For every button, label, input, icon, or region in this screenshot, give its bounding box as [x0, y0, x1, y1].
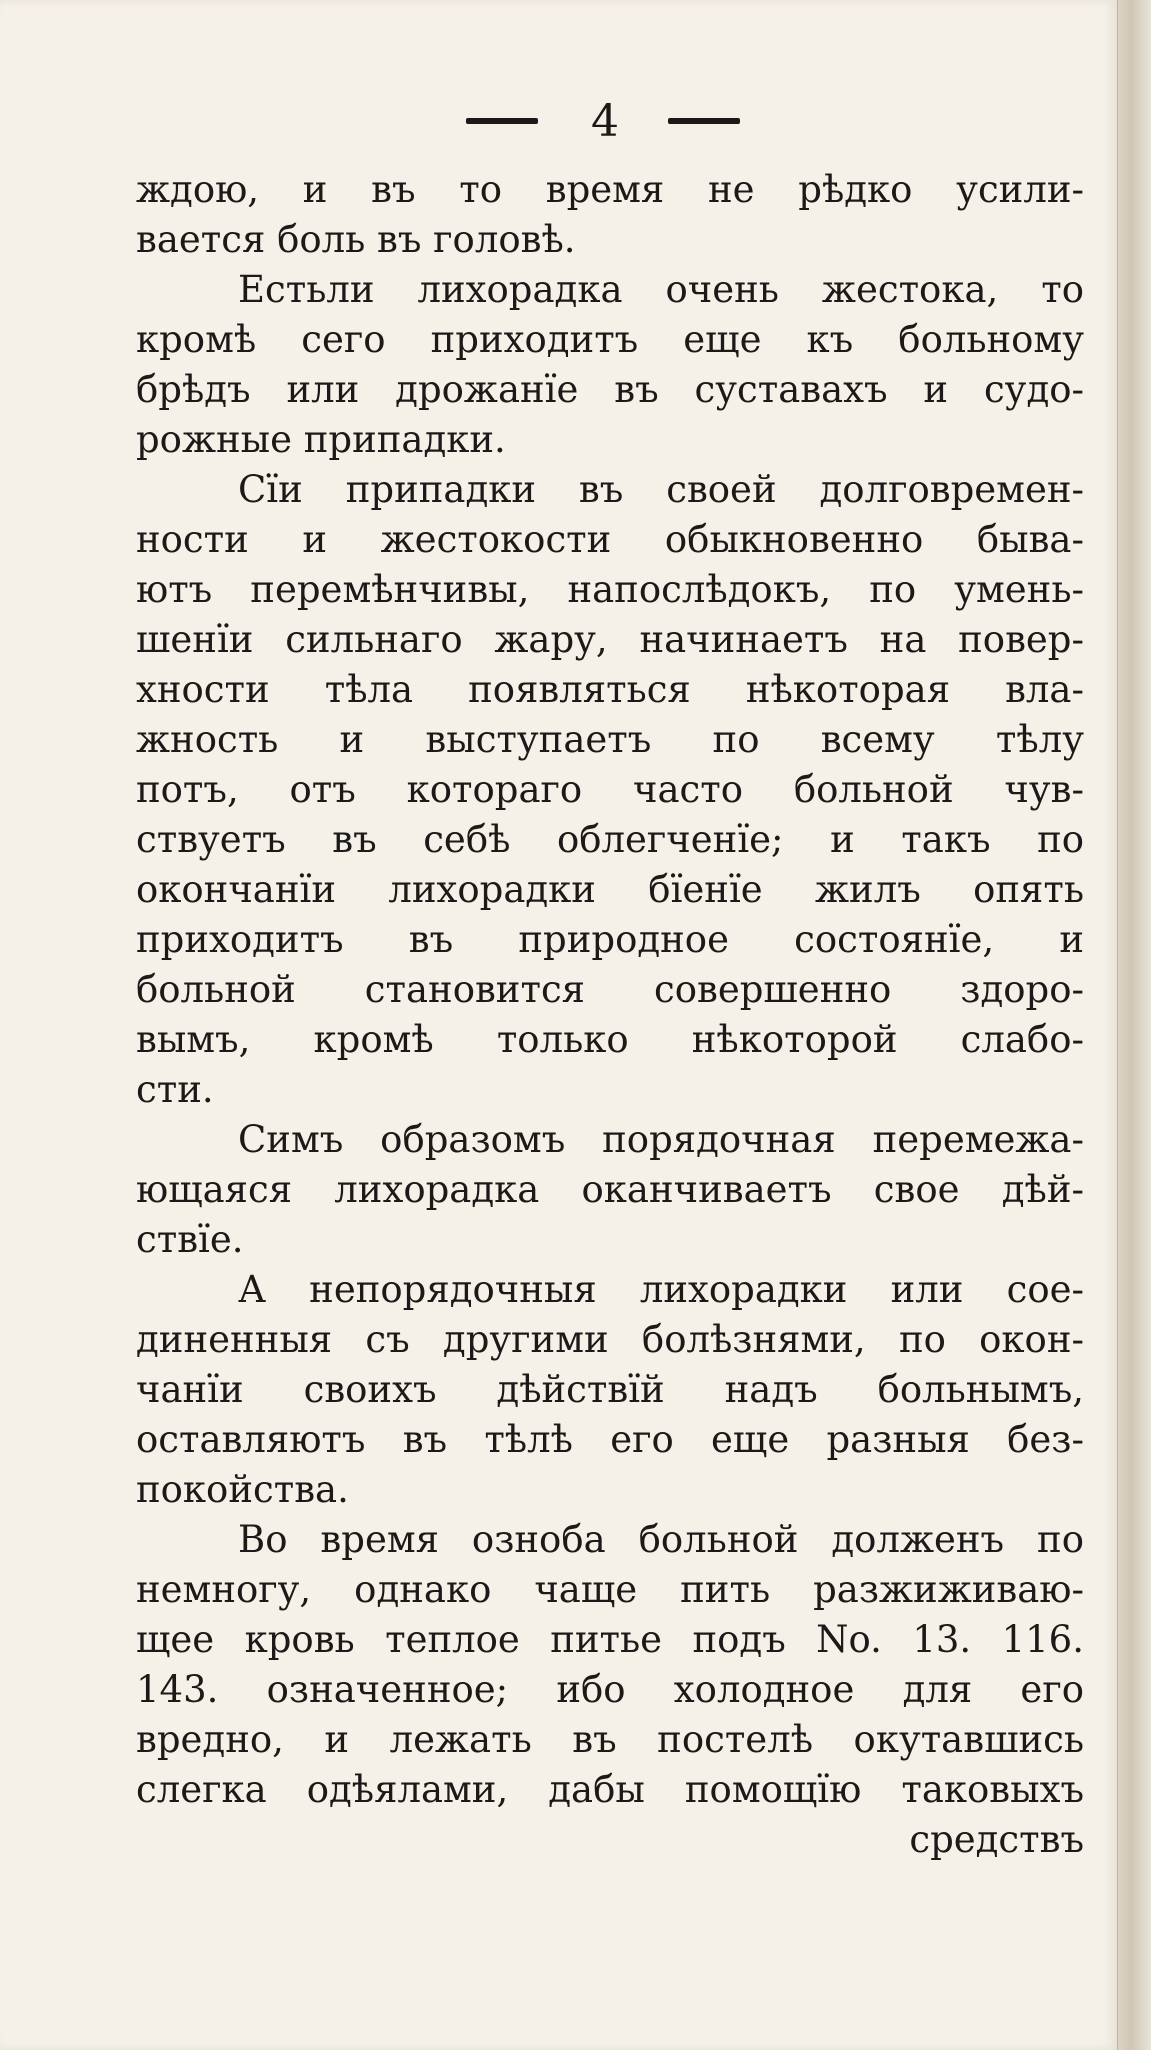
text-line: немногу, однако чаще пить разжиживаю- — [136, 1568, 1084, 1611]
text-line: чанїи своихъ дѣйствїй надъ больнымъ, — [136, 1368, 1084, 1411]
paragraph-first-line: Естьли лихорадка очень жестока, то — [238, 268, 1084, 311]
text-line: приходитъ въ природное состоянїе, и — [136, 918, 1084, 961]
text-line: щее кровь теплое питье подъ No. 13. 116. — [136, 1618, 1084, 1661]
catchword: средствъ — [909, 1818, 1084, 1861]
text-line: слегка одѣялами, дабы помощїю таковыхъ — [136, 1768, 1084, 1811]
paragraph-first-line: А непорядочныя лихорадки или сое- — [238, 1268, 1084, 1311]
text-line: покойства. — [136, 1468, 349, 1511]
header-rule-right — [668, 118, 740, 124]
text-line: сти. — [136, 1068, 214, 1111]
text-line: диненныя съ другими болѣзнями, по окон- — [136, 1318, 1084, 1361]
text-line: ствуетъ въ себѣ облегченїе; и такъ по — [136, 818, 1084, 861]
text-line: больной становится совершенно здоро- — [136, 968, 1084, 1011]
text-line: окончанїи лихорадки бїенїе жилъ опять — [136, 868, 1084, 911]
text-line: ждою, и въ то время не рѣдко усили- — [136, 168, 1084, 211]
text-line: оставляютъ въ тѣлѣ его еще разныя без- — [136, 1418, 1084, 1461]
page-number: 4 — [591, 96, 619, 147]
text-line: кромѣ сего приходитъ еще къ больному — [136, 318, 1084, 361]
paragraph-first-line: Сїи припадки въ своей долговремен- — [238, 468, 1084, 511]
text-line: вымъ, кромѣ только нѣкоторой слабо- — [136, 1018, 1084, 1061]
text-line: вредно, и лежать въ постелѣ окутавшись — [136, 1718, 1084, 1761]
text-line: ствїе. — [136, 1218, 244, 1261]
text-line: ющаяся лихорадка оканчиваетъ свое дѣй- — [136, 1168, 1084, 1211]
page-header — [0, 96, 1118, 156]
header-rule-left — [466, 118, 538, 124]
text-line: шенїи сильнаго жару, начинаетъ на повер- — [136, 618, 1084, 661]
text-line: ютъ перемѣнчивы, напослѣдокъ, по умень- — [136, 568, 1084, 611]
text-line: 143. означенное; ибо холодное для его — [136, 1668, 1084, 1711]
body-text — [136, 165, 1084, 1865]
text-line: вается боль въ головѣ. — [136, 218, 576, 261]
text-line: ности и жестокости обыкновенно быва- — [136, 518, 1084, 561]
text-line: потъ, отъ котораго часто больной чув- — [136, 768, 1084, 811]
paragraph-first-line: Во время озноба больной долженъ по — [238, 1518, 1084, 1561]
text-line: брѣдъ или дрожанїе въ суставахъ и судо- — [136, 368, 1084, 411]
paragraph-first-line: Симъ образомъ порядочная перемежа- — [238, 1118, 1084, 1161]
text-line: жность и выступаетъ по всему тѣлу — [136, 718, 1084, 761]
page-edge — [1117, 0, 1151, 2050]
text-line: хности тѣла появляться нѣкоторая вла- — [136, 668, 1084, 711]
text-line: рожные припадки. — [136, 418, 506, 461]
